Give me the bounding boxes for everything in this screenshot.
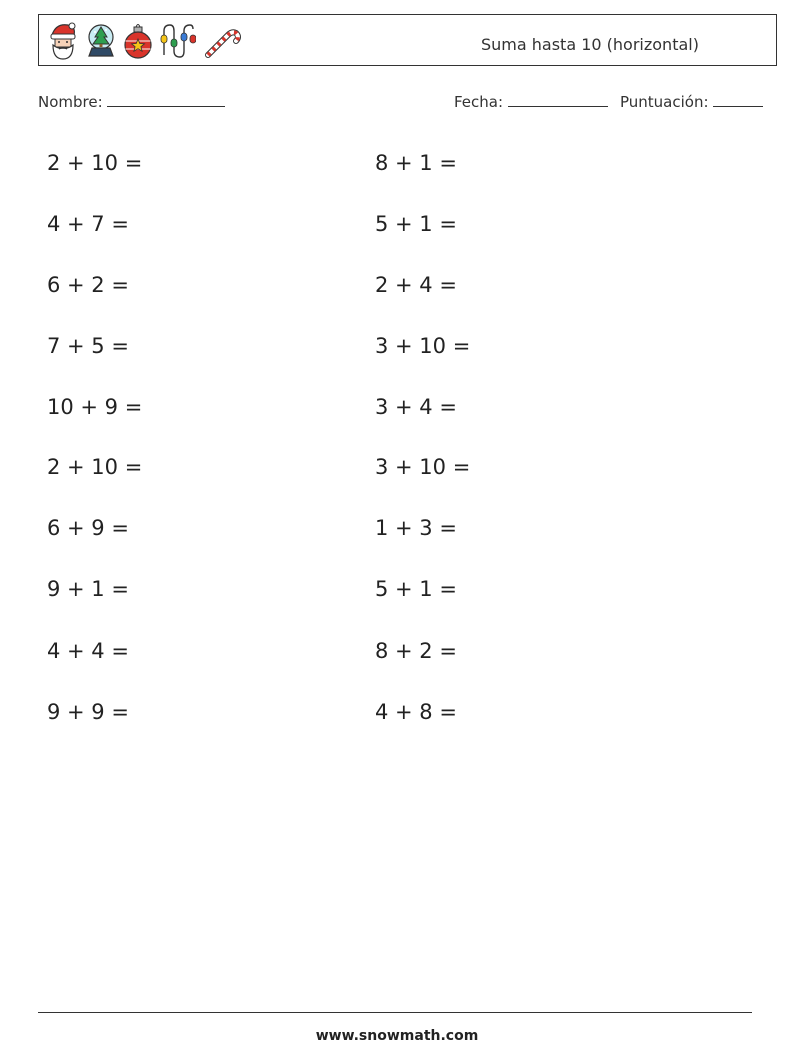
problem-left-1: 2 + 10 = [47,151,143,175]
problem-left-2: 4 + 7 = [47,212,129,236]
problem-right-1: 8 + 1 = [375,151,457,175]
problem-left-3: 6 + 2 = [47,273,129,297]
problem-left-5: 10 + 9 = [47,395,143,419]
problem-right-4: 3 + 10 = [375,334,471,358]
problem-right-2: 5 + 1 = [375,212,457,236]
problem-right-3: 2 + 4 = [375,273,457,297]
problem-right-5: 3 + 4 = [375,395,457,419]
footer-url[interactable]: www.snowmath.com [315,1028,479,1044]
problem-left-9: 4 + 4 = [47,639,129,663]
problem-right-8: 5 + 1 = [375,577,457,601]
problem-left-6: 2 + 10 = [47,455,143,479]
name-label: Nombre: [38,93,103,111]
problem-right-7: 1 + 3 = [375,516,457,540]
date-label: Fecha: [454,93,504,111]
problem-right-6: 3 + 10 = [375,455,471,479]
problem-left-10: 9 + 9 = [47,700,129,724]
footer-divider [38,1012,752,1013]
score-label: Puntuación: [620,93,709,111]
page-title: Suma hasta 10 (horizontal) [481,35,699,54]
problem-left-4: 7 + 5 = [47,334,129,358]
problem-right-9: 8 + 2 = [375,639,457,663]
problem-left-8: 9 + 1 = [47,577,129,601]
problem-right-10: 4 + 8 = [375,700,457,724]
problem-left-7: 6 + 9 = [47,516,129,540]
